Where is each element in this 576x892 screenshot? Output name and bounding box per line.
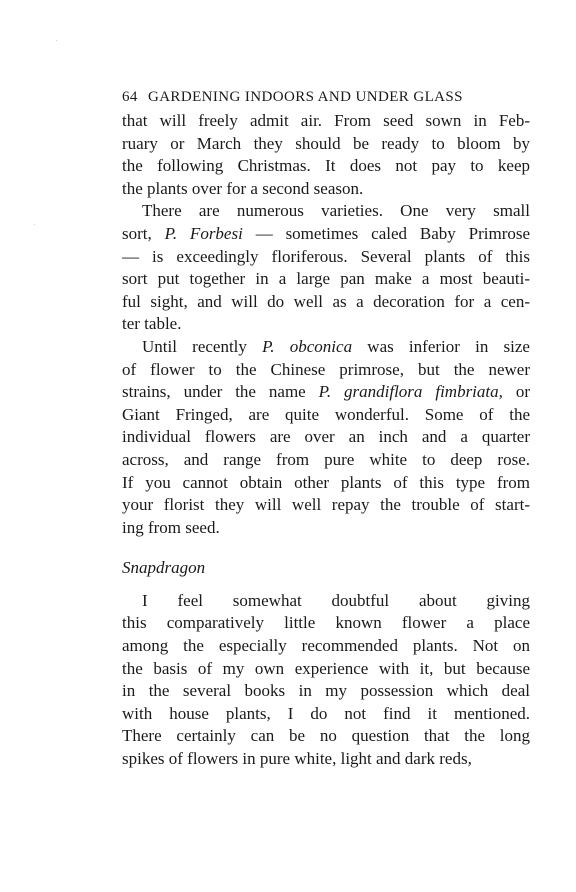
text-line: this comparatively little known flower a place [122,613,530,633]
text-line: across, and range from pure white to deep rose. [122,449,530,469]
section-heading: Snapdragon [122,558,206,578]
text-line: the following Christmas. It does not pay to keep [122,156,530,176]
text-line: individual flowers are over an inch and a quarter [122,427,530,447]
paragraph [122,200,530,336]
text-line: in the several books in my possession which deal [122,681,530,701]
text-line: the plants over for a second season. [122,178,364,198]
text-line: strains, under the name P. grandiflora fimbriata, or [122,382,530,402]
italic-species-name: P. obconica [262,336,353,356]
text-line: — is exceedingly floriferous. Several plants of this [122,246,530,266]
paragraph [122,590,530,771]
text-line: of flower to the Chinese primrose, but the newer [122,359,530,379]
text-line: ruary or March they should be ready to bloom by [122,133,530,153]
text-line: There are numerous varieties. One very small [142,201,530,221]
text-line: There certainly can be no question that the long [122,726,530,746]
italic-species-name: P. grandiflora fimbriata, [318,382,503,402]
running-head [122,86,530,110]
paragraph [122,110,530,200]
page-speck [56,40,57,41]
text-line: sort put together in a large pan make a most beauti- [122,269,530,289]
page-speck [34,224,35,225]
paragraph [122,336,530,539]
text-line: ful sight, and will do well as a decoration for a cen- [122,291,530,311]
book-page [122,86,530,771]
text-line: that will freely admit air. From seed sown in Feb- [122,111,530,130]
section-body-text [122,590,530,771]
text-line: ter table. [122,314,182,334]
italic-species-name: P. Forbesi [164,223,243,243]
text-line: your florist they will well repay the trouble of start- [122,495,530,515]
text-line: Until recently P. obconica was inferior in size [142,336,530,356]
text-line: among the especially recommended plants. Not on [122,636,530,656]
text-line: the basis of my own experience with it, but because [122,658,530,678]
text-line: with house plants, I do not find it mentioned. [122,703,530,723]
text-line: If you cannot obtain other plants of this type from [122,472,530,492]
running-title: GARDENING INDOORS AND UNDER GLASS [147,89,463,105]
text-line: ing from seed. [122,517,220,537]
text-line: Giant Fringed, are quite wonderful. Some of the [122,404,530,424]
text-line: sort, P. Forbesi — sometimes caled Baby Primrose [122,223,531,243]
page-number: 64 [122,89,138,105]
text-line: I feel somewhat doubtful about giving [142,590,530,610]
body-text [122,110,530,539]
text-line: spikes of flowers in pure white, light and dark reds, [122,749,472,769]
